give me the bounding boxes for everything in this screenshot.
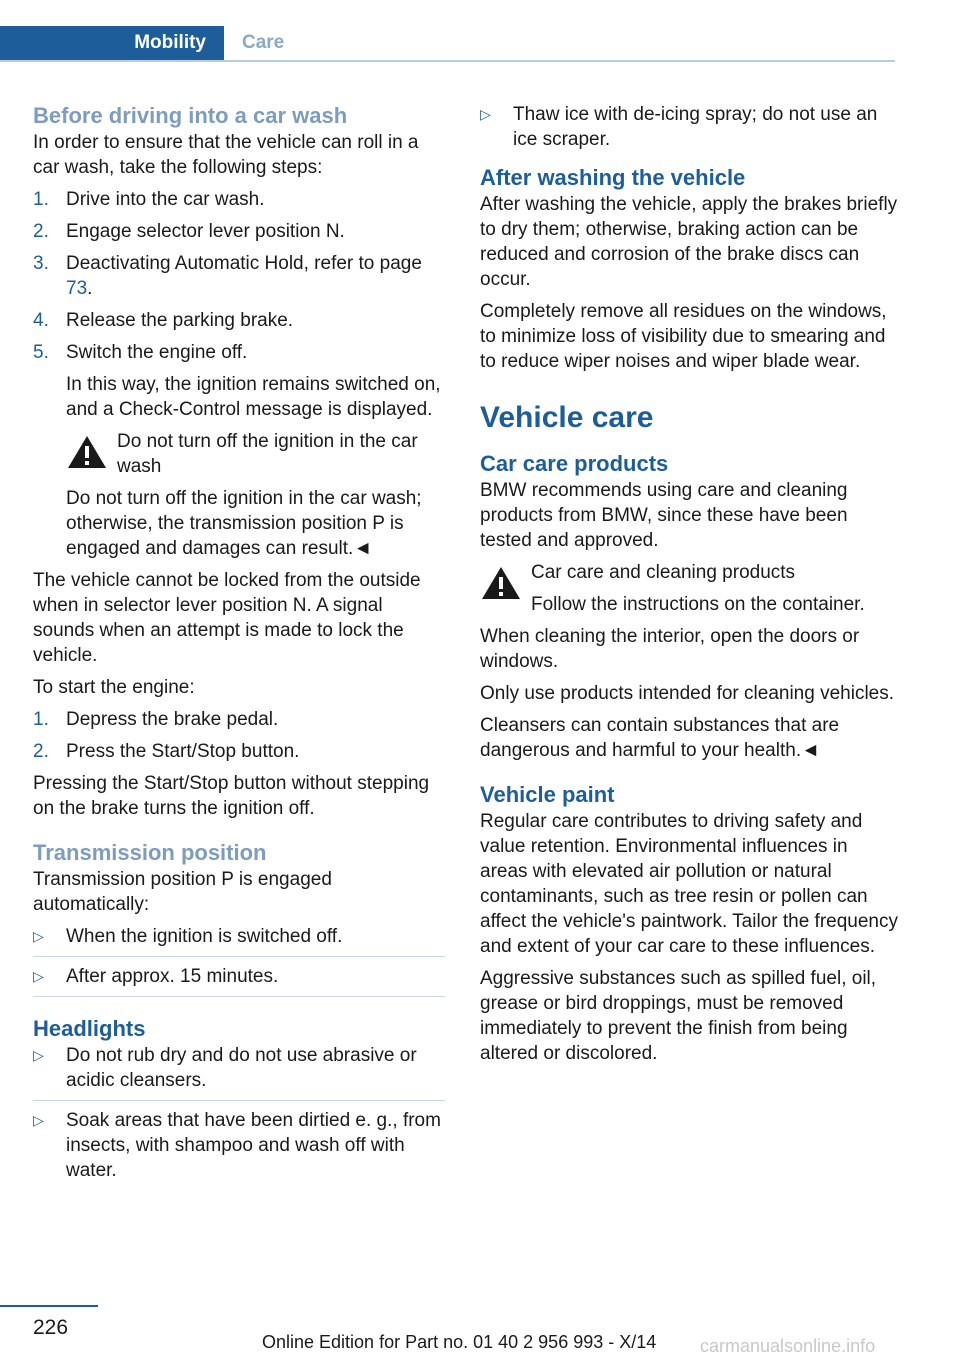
car-care-para4: Cleansers can contain substances that are dangerous and harmful to your health.◄ [480, 715, 840, 761]
item-text: Soak areas that have been dirtied e. g., from insects, with shampoo and wash off with water. [66, 1110, 441, 1181]
headlights-list-continued [480, 102, 900, 152]
step-number: 1. [33, 189, 49, 210]
page-number: 226 [33, 1316, 69, 1339]
triangle-bullet-icon: ▷ [480, 106, 491, 122]
list-item [33, 739, 445, 764]
list-item [33, 187, 445, 212]
step-number: 2. [33, 741, 49, 762]
step5-note: In this way, the ignition remains switched on, and a Check-Control message is displayed. [66, 374, 441, 420]
right-column [480, 102, 900, 1073]
triangle-bullet-icon: ▷ [33, 1047, 44, 1063]
step-number: 2. [33, 221, 49, 242]
left-column [33, 102, 445, 1197]
list-item [33, 1043, 445, 1101]
step-text-end: . [87, 278, 93, 299]
page-header [0, 0, 960, 62]
header-divider [0, 60, 895, 62]
heading-vehicle-care: Vehicle care [480, 401, 654, 434]
tab-care[interactable] [224, 26, 424, 62]
transmission-intro: Transmission position P is engaged automatically: [33, 869, 332, 915]
heading-vehicle-paint: Vehicle paint [480, 782, 615, 807]
headlights-list [33, 1043, 445, 1190]
tab-care-label: Care [242, 32, 285, 53]
step-number: 3. [33, 253, 49, 274]
item-text: Do not rub dry and do not use abrasive or acidic cleansers. [66, 1045, 417, 1091]
item-text: After approx. 15 minutes. [66, 966, 279, 987]
list-item [33, 924, 445, 957]
warning-triangle-icon [66, 433, 108, 471]
vehicle-paint-para2: Aggressive substances such as spilled fuel, oil, grease or bird droppings, must be removed immediately to prevent the finish from being altered or discolored. [480, 968, 877, 1064]
warning-title: Car care and cleaning products [531, 562, 796, 583]
transmission-list [33, 924, 445, 997]
car-wash-steps [33, 187, 445, 561]
heading-car-care-products: Car care products [480, 451, 669, 476]
step-number: 4. [33, 310, 49, 331]
triangle-bullet-icon: ▷ [33, 1112, 44, 1128]
list-item [480, 102, 900, 152]
triangle-bullet-icon: ▷ [33, 928, 44, 944]
tab-mobility[interactable] [0, 26, 224, 62]
step-text: Depress the brake pedal. [66, 709, 279, 730]
step-text: Engage selector lever position N. [66, 221, 345, 242]
start-engine-intro: To start the engine: [33, 677, 195, 698]
step-text: Drive into the car wash. [66, 189, 265, 210]
heading-transmission: Transmission position [33, 840, 267, 865]
car-care-para3: Only use products intended for cleaning vehicles. [480, 683, 895, 704]
car-wash-after-para: The vehicle cannot be locked from the outside when in selector lever position N. A signal sounds when an attempt is made to lock the vehicle. [33, 570, 421, 666]
list-item [33, 340, 445, 561]
step-number: 1. [33, 709, 49, 730]
warning-body: Follow the instructions on the container. [531, 594, 865, 615]
footer-edition: Online Edition for Part no. 01 40 2 956 993 - X/14 [262, 1332, 657, 1352]
heading-headlights: Headlights [33, 1016, 146, 1041]
page-reference-link[interactable]: 73 [66, 278, 88, 299]
start-engine-note: Pressing the Start/Stop button without stepping on the brake turns the ignition off. [33, 773, 430, 819]
list-item [33, 964, 445, 997]
step-text: Release the parking brake. [66, 310, 294, 331]
car-care-para1: BMW recommends using care and cleaning products from BMW, since these have been tested and approved. [480, 480, 848, 551]
start-engine-steps [33, 707, 445, 764]
warning-triangle-icon [480, 564, 522, 602]
warning-ignition [66, 429, 445, 479]
list-item [33, 707, 445, 732]
list-item [33, 308, 445, 333]
list-item [33, 1108, 445, 1190]
tab-mobility-label: Mobility [134, 32, 206, 53]
step-text: Press the Start/Stop button. [66, 741, 300, 762]
watermark: carmanualsonline.info [700, 1336, 876, 1356]
warning-title: Do not turn off the ignition in the car wash [117, 431, 418, 477]
heading-after-washing: After washing the vehicle [480, 165, 746, 190]
heading-car-wash: Before driving into a car wash [33, 103, 348, 128]
car-wash-intro: In order to ensure that the vehicle can roll in a car wash, take the following steps: [33, 132, 419, 178]
step-text: Deactivating Automatic Hold, refer to page [66, 253, 422, 274]
vehicle-paint-para1: Regular care contributes to driving safety and value retention. Environmental influences in areas with elevated air pollution or natural contaminants, such as tree resin or pollen can affect the vehicle's paintwork. Tailor the frequency and extent of your car care to these influences. [480, 811, 898, 957]
after-washing-para1: After washing the vehicle, apply the brakes briefly to dry them; otherwise, braking action can be reduced and corrosion of the brake discs can occur. [480, 194, 898, 290]
warning-car-care [480, 560, 900, 617]
item-text: Thaw ice with de-icing spray; do not use an ice scraper. [513, 104, 878, 150]
item-text: When the ignition is switched off. [66, 926, 343, 947]
list-item [33, 219, 445, 244]
car-care-para2: When cleaning the interior, open the doors or windows. [480, 626, 860, 672]
step-number: 5. [33, 342, 49, 363]
after-washing-para2: Completely remove all residues on the windows, to minimize loss of visibility due to smearing and to reduce wiper noises and wiper blade wear. [480, 301, 887, 372]
triangle-bullet-icon: ▷ [33, 968, 44, 984]
step-text: Switch the engine off. [66, 342, 248, 363]
footer-divider [0, 1305, 98, 1307]
warning-body: Do not turn off the ignition in the car wash; otherwise, the transmission position P is engaged and damages can result.◄ [66, 488, 422, 559]
list-item [33, 251, 445, 301]
